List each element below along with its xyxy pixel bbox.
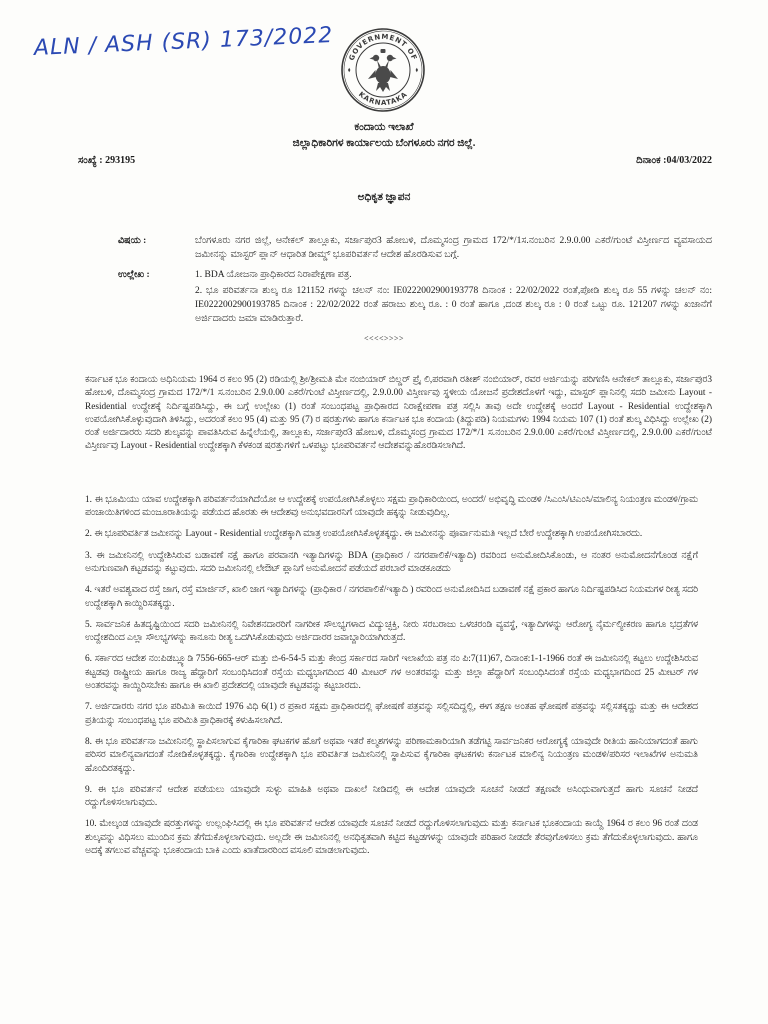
department-title: ಕಂದಾಯ ಇಲಾಖೆ [354, 122, 414, 133]
condition-number: 3. [85, 550, 92, 561]
gandaberunda-emblem-icon [368, 49, 398, 92]
condition-number: 8. [85, 736, 92, 747]
condition-text: ಈ ಭೂಪರಿವರ್ತಿತ ಜಮೀನನ್ನು Layout - Residential ಉದ್ದೇಶಕ್ಕಾಗಿ ಮಾತ್ರ ಉಪಯೋಗಿಸಿಕೊಳ್ಳತಕ್ಕದ್ದು. ಈ ಜಮೀನನ್ನು ಪೂರ್ವಾನುಮತಿ ಇಲ್ಲದೆ ಬೇರೆ ಉದ್ದೇಶಕ್ಕಾಗಿ ಉಪಯೋಗಿಸಬಾರದು. [94, 529, 643, 540]
condition-item [85, 784, 698, 811]
reference-item: 1. BDA ಯೋಜನಾ ಪ್ರಾಧಿಕಾರದ ನಿರಾಪೇಕ್ಷಣಾ ಪತ್ರ. [195, 270, 352, 280]
condition-text: ಅರ್ಜಿದಾರರು ನಗರ ಭೂ ಪರಿಮಿತಿ ಕಾಯಿದೆ 1976 ವಿಧಿ 6(1) ರ ಪ್ರಕಾರ ಸಕ್ಷಮ ಪ್ರಾಧಿಕಾರದಲ್ಲಿ ಘೋಷಣೆ ಪತ್ರವನ್ನು ಸಲ್ಲಿಸದಿದ್ದಲ್ಲಿ, ಈಗ ತಕ್ಷಣ ಅಂತಹ ಘೋಷಣೆ ಪತ್ರವನ್ನು ಸಲ್ಲಿಸತಕ್ಕದ್ದು ಮತ್ತು ಈ ಆದೇಶದ ಪ್ರತಿಯನ್ನು ಸಂಬಂಧಪಟ್ಟ ಭೂ ಪರಿಮಿತಿ ಪ್ರಾಧಿಕಾರಕ್ಕೆ ಕಳುಹಿಸಲಾಗಿದೆ. [85, 702, 698, 726]
condition-item [85, 550, 698, 577]
condition-number: 1. [85, 494, 92, 505]
seal-right-star-icon [416, 68, 418, 72]
seal-bottom-text: KARNATAKA [356, 90, 410, 108]
condition-text: ಸರ್ಕಾರದ ಆದೇಶ ನಂ:ಪಿಡಬ್ಲ್ಯೂಡಿ 7556-665-ಆರ್ ಮತ್ತು ಬಿ-6-54-5 ಮತ್ತು ಕೇಂದ್ರ ಸರ್ಕಾರದ ಸಾರಿಗೆ ಇಲಾಖೆಯ ಪತ್ರ ನಂ ಪಿ:7(11)67, ದಿನಾಂಕ:1-1-1966 ರಂತೆ ಈ ಜಮೀನಿನಲ್ಲಿ ಕಟ್ಟಲು ಉದ್ದೇಶಿಸಿರುವ ಕಟ್ಟಡವು ರಾಷ್ಟ್ರೀಯ ಹಾಗೂ ರಾಜ್ಯ ಹೆದ್ದಾರಿಗೆ ಸಂಬಂಧಿಸಿದಂತೆ ರಸ್ತೆಯ ಮಧ್ಯಭಾಗದಿಂದ 40 ಮೀಟರ್ ಗಳ ಅಂತರವನ್ನು ಮತ್ತು ಜಿಲ್ಲಾ ಹೆದ್ದಾರಿಗೆ ಸಂಬಂಧಿಸಿದಂತೆ ರಸ್ತೆಯ ಮಧ್ಯಭಾಗದಿಂದ 25 ಮೀಟರ್ ಗಳ ಅಂತರವನ್ನು ಕಾಯ್ದಿರಿಸಬೇಕು ಹಾಗೂ ಈ ಖಾಲಿ ಪ್ರದೇಶದಲ್ಲಿ ಯಾವುದೇ ಕಟ್ಟಡವನ್ನು ಕಟ್ಟಬಾರದು. [85, 654, 698, 692]
reference-row [0, 154, 768, 168]
condition-text: ಮೇಲ್ಕಂಡ ಯಾವುದೇ ಷರತ್ತುಗಳನ್ನು ಉಲ್ಲಂಘಿಸಿದಲ್ಲಿ ಈ ಭೂ ಪರಿವರ್ತನೆ ಆದೇಶ ಯಾವುದೇ ಸೂಚನೆ ನೀಡದೆ ರದ್ದುಗೊಳಿಸಲಾಗುವುದು ಮತ್ತು ಕರ್ನಾಟಕ ಭೂಕಂದಾಯ ಕಾಯ್ದೆ 1964 ರ ಕಲಂ 96 ರಂತೆ ದಂಡ ಶುಲ್ಕವನ್ನು ವಿಧಿಸಲು ಮುಂದಿನ ಕ್ರಮ ತೆಗೆದುಕೊಳ್ಳಲಾಗುವುದು. ಅಲ್ಲದೇ ಈ ಜಮೀನಿನಲ್ಲಿ ಅನಧಿಕೃತವಾಗಿ ಕಟ್ಟಿದ ಕಟ್ಟಡಗಳನ್ನು ಯಾವುದೇ ಪರಿಹಾರ ನೀಡದೇ ತೆರವುಗೊಳಿಸಲು ಕ್ರಮ ತೆಗೆದುಕೊಳ್ಳಲಾಗುವುದು. ಹಾಗೂ ಅದಕ್ಕೆ ತಗಲುವ ವೆಚ್ಚವನ್ನು ಭೂಕಂದಾಯ ಬಾಕಿ ಎಂದು ಖಾತೆದಾರರಿಂದ ವಸೂಲಿ ಮಾಡಲಾಗುವುದು. [85, 819, 698, 857]
references-label: ಉಲ್ಲೇಖ : [118, 270, 150, 280]
condition-item [85, 619, 698, 646]
condition-text: ಈ ಜಮೀನಿನಲ್ಲಿ ಉದ್ದೇಶಿಸಿರುವ ಬಡಾವಣೆ ನಕ್ಷೆ ಹಾಗೂ ಪರವಾನಗಿ ಇತ್ಯಾದಿಗಳನ್ನು BDA (ಪ್ರಾಧಿಕಾರ / ನಗರಪಾಲಿಕೆ/ಇತ್ಯಾದಿ) ರವರಿಂದ ಅನುಮೋದಿಸಿಕೊಂಡು, ಆ ನಂತರ ಅನುಮೋದನೆಗೊಂಡ ನಕ್ಷೆಗೆ ಅನುಗುಣವಾಗಿ ಕಟ್ಟಡವನ್ನು ಕಟ್ಟುವುದು. ಸದರಿ ಜಮೀನಿನಲ್ಲಿ ಲೇಔಟ್ ಪ್ಲಾನಿಗೆ ಅನುಮೋದನೆ ಪಡೆಯದೆ ಪರಬಾರೆ ಮಾಡಕೂಡದು [85, 550, 698, 574]
condition-text: ಸಾರ್ವಜನಿಕ ಹಿತದೃಷ್ಟಿಯಿಂದ ಸದರಿ ಜಮೀನಿನಲ್ಲಿ ನಿವೇಶನದಾರರಿಗೆ ನಾಗರೀಕ ಸೌಲಭ್ಯಗಳಾದ ವಿದ್ಯುಚ್ಛಕ್ತಿ, ನೀರು ಸರಬರಾಜು ಒಳಚರಂಡಿ ವ್ಯವಸ್ಥೆ, ಇತ್ಯಾದಿಗಳನ್ನು ಆರೋಗ್ಯ ನೈರ್ಮಲ್ಯೀಕರಣ ಹಾಗೂ ಭದ್ರತೆಗಳ ಉದ್ದೇಶದಿಂದ ಎಲ್ಲಾ ಸೌಲಭ್ಯಗಳನ್ನು ಕಾನೂನು ರೀತ್ಯ ಒದಗಿಸಿಕೊಡುವುದು ಅರ್ಜಿದಾರರ ಜವಾಬ್ದಾರಿಯಾಗಿರುತ್ತದೆ. [85, 619, 698, 644]
condition-text: ಈ ಭೂ ಪರಿವರ್ತನೆ ಆದೇಶ ಪಡೆಯಲು ಯಾವುದೇ ಸುಳ್ಳು ಮಾಹಿತಿ ಅಥವಾ ದಾಖಲೆ ನೀಡಿದಲ್ಲಿ ಈ ಆದೇಶ ಯಾವುದೇ ಸೂಚನೆ ನೀಡದೆ ತಕ್ಷಣವೇ ಅಸಿಂಧುವಾಗುತ್ತದೆ ಹಾಗು ಸೂಚನೆ ನೀಡದೆ ರದ್ದುಗೊಳಿಸಲಾಗುವುದು. [85, 784, 698, 809]
subject-text: ಬೆಂಗಳೂರು ನಗರ ಜಿಲ್ಲೆ, ಆನೇಕಲ್ ತಾಲ್ಲೂಕು, ಸರ್ಜಾಪುರ3 ಹೋಬಳಿ, ದೊಮ್ಮಸಂದ್ರ ಗ್ರಾಮದ 172/*/1ಸ.ನಂಬರಿನ 2.9.0.00 ಎಕರೆ/ಗುಂಟೆ ವಿಸ್ತೀರ್ಣದ ವ್ಯವಸಾಯದ ಜಮೀನನ್ನು ಮಾಸ್ಟರ್ ಪ್ಲಾನ್ ಆಧಾರಿತ ಡೀಮ್ಡ್ ಭೂಪರಿವರ್ತನೆ ಆದೇಶ ಹೊರಡಿಸುವ ಬಗ್ಗೆ. [195, 236, 712, 260]
condition-number: 4. [85, 585, 92, 596]
handwritten-reference: ALN / ASH (SR) 173/2022 [33, 22, 334, 61]
condition-number: 7. [85, 702, 92, 713]
subject-label: ವಿಷಯ : [118, 236, 147, 246]
references-list [195, 268, 712, 328]
memo-title: ಅಧಿಕೃತ ಜ್ಞಾಪನ [357, 192, 411, 203]
condition-text: ಇತರೆ ಅವಶ್ಯವಾದ ರಸ್ತೆ ಜಾಗ, ರಸ್ತೆ ಮಾರ್ಜಿನ್, ಖಾಲಿ ಜಾಗ ಇತ್ಯಾದಿಗಳನ್ನು (ಪ್ರಾಧಿಕಾರ / ನಗರಪಾಲಿಕೆ/ಇತ್ಯಾದಿ ) ರವರಿಂದ ಅನುಮೋದಿಸಿದ ಬಡಾವಣೆ ನಕ್ಷೆ ಪ್ರಕಾರ ಹಾಗೂ ನಿರ್ದಿಷ್ಟಪಡಿಸಿದ ನಿಯಮಗಳ ರೀತ್ಯ ಸದರಿ ಉದ್ದೇಶಕ್ಕಾಗಿ ಕಾಯ್ದಿರಿಸತಕ್ಕದ್ದು. [85, 585, 698, 609]
condition-item [85, 818, 698, 858]
condition-item [85, 528, 698, 541]
references-block [0, 268, 768, 328]
seal-top-text: GOVERNMENT OF [347, 32, 419, 62]
condition-text: ಈ ಭೂಮಿಯು ಯಾವ ಉದ್ದೇಶಕ್ಕಾಗಿ ಪರಿವರ್ತನೆಯಾಗಿದೆಯೋ ಆ ಉದ್ದೇಶಕ್ಕೆ ಉಪಯೋಗಿಸಿಕೊಳ್ಳಲು ಸಕ್ಷಮ ಪ್ರಾಧಿಕಾರಿಯಿಂದ, ಅಂದರೆ/ ಅಭಿವೃದ್ಧಿ ಮಂಡಳಿ /ಸಿಎಂಸಿ/ಟಿಎಂಸಿ/ಮಾಲಿನ್ಯ ನಿಯಂತ್ರಣ ಮಂಡಳಿ/ಗ್ರಾಮ ಪಂಚಾಯಿತಿಗಳಿಂದ ಮಂಜೂರಾತಿಯನ್ನು ಪಡೆಯದ ಹೊರತು ಈ ಆದೇಶವು ಅನುಭವದಾರನಿಗೆ ಯಾವುದೇ ಹಕ್ಕನ್ನು ನೀಡುವುದಿಲ್ಲ. [85, 494, 699, 519]
order-date-value: 04/03/2022 [666, 155, 712, 166]
order-number [78, 154, 135, 168]
order-date-label: ದಿನಾಂಕ : [636, 155, 667, 166]
office-title: ಜಿಲ್ಲಾಧಿಕಾರಿಗಳ ಕಾರ್ಯಾಲಯ ಬೆಂಗಳೂರು ನಗರ ಜಿಲ್ಲೆ. [292, 138, 476, 149]
condition-text: ಈ ಭೂ ಪರಿವರ್ತನಾ ಜಮೀನಿನಲ್ಲಿ ಸ್ಥಾಪಿಸಲಾಗುವ ಕೈಗಾರಿಕಾ ಘಟಕಗಳ ಹೊಗೆ ಅಥವಾ ಇತರೆ ಕಲ್ಮಶಗಳನ್ನು ಪರಿಣಾಮಕಾರಿಯಾಗಿ ತಡೆಗಟ್ಟಿ ಸಾರ್ವಜನಿಕರ ಆರೋಗ್ಯಕ್ಕೆ ಯಾವುದೇ ರೀತಿಯ ಹಾನಿಯಾಗದಂತೆ ಹಾಗು ಪರಿಸರ ಮಾಲಿನ್ಯವಾಗದಂತೆ ನೋಡಿಕೊಳ್ಳತಕ್ಕದ್ದು. ಕೈಗಾರಿಕಾ ಉದ್ದೇಶಕ್ಕಾಗಿ ಭೂ ಪರಿವರ್ತಿತ ಜಮೀನಿನಲ್ಲಿ ಸ್ಥಾಪಿಸುವ ಕೈಗಾರಿಕಾ ಘಟಕಗಳು ಕರ್ನಾಟಕ ಮಾಲಿನ್ಯ ನಿಯಂತ್ರಣ ಮಂಡಳಿ/ಪರಿಸರ ಇಲಾಖೆಗಳ ಅನುಮತಿ ಹೊಂದಿರತಕ್ಕದ್ದು. [85, 736, 699, 774]
condition-number: 5. [85, 619, 92, 630]
condition-item [85, 494, 698, 521]
order-date [636, 154, 712, 168]
seal-left-star-icon [348, 68, 350, 72]
condition-number: 6. [85, 654, 92, 665]
document-body [0, 120, 768, 866]
order-number-label: ಸಂಖ್ಯೆ : [78, 155, 103, 166]
order-number-value: 293195 [105, 155, 136, 166]
order-paragraph: ಕರ್ನಾಟಕ ಭೂ ಕಂದಾಯ ಅಧಿನಿಯಮ 1964 ರ ಕಲಂ 95 (2) ರಡಿಯಲ್ಲಿ ಶ್ರೀ/ಶ್ರೀಮತಿ ಮೇ ನಂಬಿಯಾರ್ ಬಿಲ್ಡರ್ ಪ್ರೈ ಲಿ,ಪರವಾಗಿ ರತೀಶ್ ನಂಬಿಯಾರ್, ರವರ ಅರ್ಜಿಯನ್ನು ಪರಿಗಣಿಸಿ ಆನೇಕಲ್ ತಾಲ್ಲೂಕು, ಸರ್ಜಾಪುರ3 ಹೋಬಳಿ, ದೊಮ್ಮಸಂದ್ರ ಗ್ರಾಮದ 172/*/1 ಸ.ನಂಬರಿನ 2.9.0.00 ಎಕರೆ/ಗುಂಟೆ ವಿಸ್ತೀರ್ಣದಲ್ಲಿ, 2.9.0.00 ವಿಸ್ತೀರ್ಣವು ಸ್ಥಳೀಯ ಯೋಜನೆ ಪ್ರದೇಶದೊಳಗೆ ಇದ್ದು, ಮಾಸ್ಟರ್ ಪ್ಲಾನಿನಲ್ಲಿ ಸದರಿ ಜಮೀನು Layout - Residential ಉದ್ದೇಶಕ್ಕೆ ನಿರ್ದಿಷ್ಟಪಡಿಸಿದ್ದು, ಈ ಬಗ್ಗೆ ಉಲ್ಲೇಖ (1) ರಂತೆ ಸಂಬಂಧಪಟ್ಟ ಪ್ರಾಧಿಕಾರದ ನಿರಾಕ್ಷೇಪಣಾ ಪತ್ರ ಸಲ್ಲಿಸಿ ತಾವು ಅದೇ ಉದ್ದೇಶಕ್ಕೆ ಅಂದರೆ Layout - Residential ಉದ್ದೇಶಕ್ಕಾಗಿ ಉಪಯೋಗಿಸಿಕೊಳ್ಳುವುದಾಗಿ ತಿಳಿಸಿದ್ದು, ಅದರಂತೆ ಕಲಂ 95 (4) ಮತ್ತು 95 (7) ರ ಷರತ್ತುಗಳು ಹಾಗೂ ಕರ್ನಾಟಕ ಭೂ ಕಂದಾಯ (ತಿದ್ದುಪಡಿ) ನಿಯಮಗಳು 1994 ನಿಯಮ 107 (1) ರಂತೆ ಶುಲ್ಕ ವಿಧಿಸಿದ್ದು ಉಲ್ಲೇಖ (2) ರಂತೆ ಅರ್ಜಿದಾರರು ಸದರಿ ಶುಲ್ಕವನ್ನು ಪಾವತಿಸಿರುವ ಹಿನ್ನೆಲೆಯಲ್ಲಿ, ತಾಲ್ಲೂಕು, ಸರ್ಜಾಪುರ3 ಹೋಬಳಿ, ದೊಮ್ಮಸಂದ್ರ ಗ್ರಾಮದ 172/*/1 ಸ.ನಂಬರಿನ 2.9.0.00 ಎಕರೆ/ಗುಂಟೆ ವಿಸ್ತೀರ್ಣದಲ್ಲಿ, 2.9.0.00 ಎಕರೆ/ಗುಂಟೆ ವಿಸ್ತೀರ್ಣವು Layout - Residential ಉದ್ದೇಶಕ್ಕಾಗಿ ಕೆಳಕಂಡ ಷರತ್ತುಗಳಿಗೆ ಒಳಪಟ್ಟು ಭೂಪರಿವರ್ತನೆ ಆದೇಶವನ್ನುಹೊರಡಿಸಲಾಗಿದೆ. [85, 375, 712, 452]
condition-number: 10. [85, 819, 97, 830]
condition-item [85, 736, 698, 776]
condition-item [85, 653, 698, 693]
government-seal [340, 27, 426, 113]
section-separator: <<<<>>>> [363, 334, 405, 343]
conditions-list [85, 494, 698, 859]
subject-block [0, 234, 768, 262]
reference-item: 2. ಭೂ ಪರಿವರ್ತನಾ ಶುಲ್ಕ ರೂ 121152 ಗಳನ್ನು ಚಲನ್ ನಂ: IE0222002900193778 ದಿನಾಂಕ : 22/02/2022 ರಂತೆ,ಪೋಡಿ ಶುಲ್ಕ ರೂ 55 ಗಳನ್ನು ಚಲನ್ ನಂ: IE0222002900193785 ದಿನಾಂಕ : 22/02/2022 ರಂತೆ ಹರಾಜು ಶುಲ್ಕ ರೂ. : 0 ರಂತೆ ಹಾಗೂ ,ದಂಡ ಶುಲ್ಕ ರೂ : 0 ರಂತೆ ಒಟ್ಟು ರೂ. 121207 ಗಳನ್ನು ಖಜಾನೆಗೆ ಅರ್ಜಿದಾದರು ಜಮಾ ಮಾಡಿರುತ್ತಾರೆ. [195, 286, 712, 324]
condition-number: 9. [85, 784, 92, 795]
condition-number: 2. [85, 529, 92, 540]
condition-item [85, 701, 698, 728]
condition-item [85, 584, 698, 611]
